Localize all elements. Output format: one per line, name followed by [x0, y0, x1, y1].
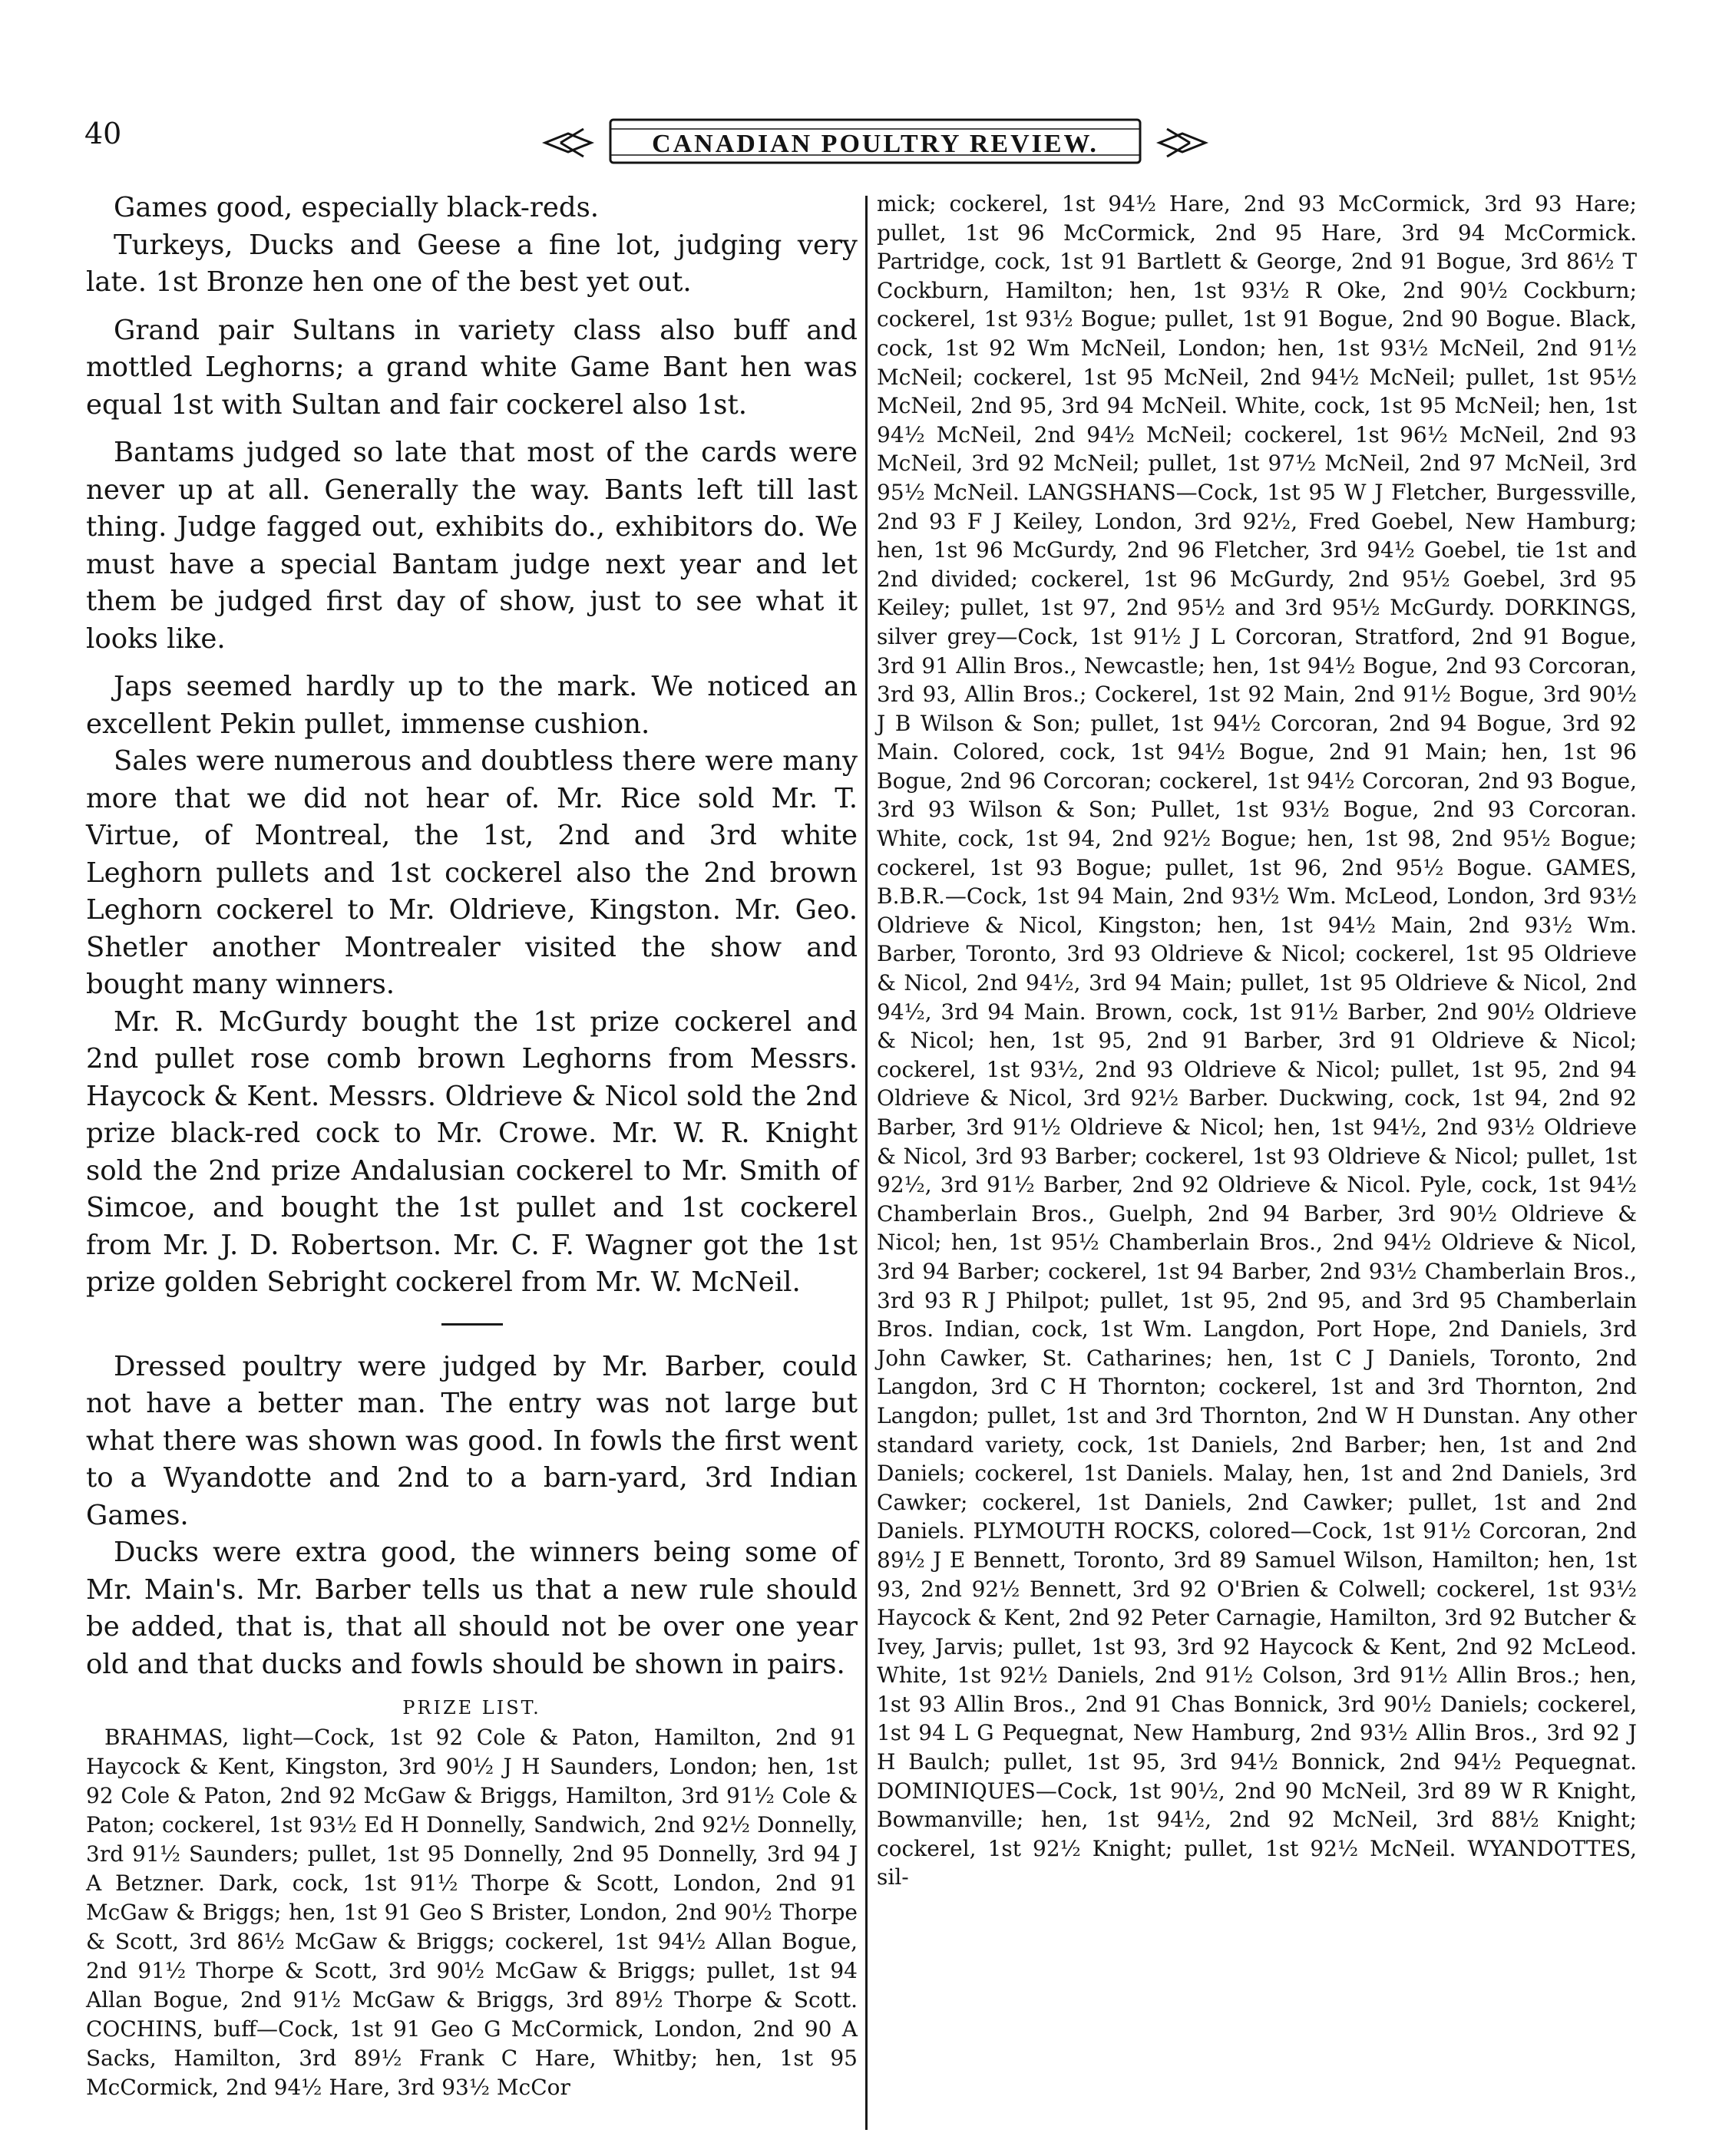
- column-divider: [865, 196, 868, 2130]
- page-number: 40: [84, 117, 122, 150]
- paragraph-sales: Sales were numerous and doubtless there were many more that we did not hear of. Mr. Rice sold Mr. T. Virtue, of Montreal, the 1st, 2nd and 3rd white Leghorn pullets and 1st cockerel also the 2nd brown Leghorn cockerel to Mr. Oldrieve, Kingston. Mr. Geo. Shetler another Montrealer visited the show and bought many winners.: [86, 745, 858, 1000]
- paragraph-dressed-poultry: Dressed poultry were judged by Mr. Barber, could not have a better man. The entry was not large but what there was shown was good. In fowls the first went to a Wyandotte and 2nd to a barn-yard, 3rd Indian Games.: [86, 1350, 858, 1531]
- paragraph-turkeys: Turkeys, Ducks and Geese a fine lot, judging very late. 1st Bronze hen one of the best yet out.: [86, 229, 858, 298]
- prize-list-title: PRIZE LIST.: [402, 1697, 541, 1719]
- page-header: [84, 106, 1612, 175]
- paragraph-games: Games good, especially black-reds.: [114, 192, 600, 223]
- masthead-logo: [537, 106, 1213, 175]
- paragraph-sultans: Grand pair Sultans in variety class also buff and mottled Leghorns; a grand white Game Bant hen was equal 1st with Sultan and fair cockerel also 1st.: [86, 314, 858, 421]
- prize-list-left: BRAHMAS, light—Cock, 1st 92 Cole & Paton, Hamilton, 2nd 91 Haycock & Kent, Kingston, 3rd 90½ J H Saunders, London; hen, 1st 92 Cole & Paton, 2nd 92 McGaw & Briggs, Hamilton, 3rd 91½ Cole & Paton; cockerel, 1st 93½ Ed H Donnelly, Sandwich, 2nd 92½ Donnelly, 3rd 91½ Saunders; pullet, 1st 95 Donnelly, 2nd 95 Donnelly, 3rd 94 J A Betzner. Dark, cock, 1st 91½ Thorpe & Scott, London, 2nd 91 McGaw & Briggs; hen, 1st 91 Geo S Brister, London, 2nd 90½ Thorpe & Scott, 3rd 86½ McGaw & Briggs; cockerel, 1st 94½ Allan Bogue, 2nd 91½ Thorpe & Scott, 3rd 90½ McGaw & Briggs; pullet, 1st 94 Allan Bogue, 2nd 91½ McGaw & Briggs, 3rd 89½ Thorpe & Scott. COCHINS, buff—Cock, 1st 91 Geo G McCormick, London, 2nd 90 A Sacks, Hamilton, 3rd 89½ Frank C Hare, Whitby; hen, 1st 95 McCormick, 2nd 94½ Hare, 3rd 93½ McCor: [86, 1725, 858, 2100]
- prize-list-right: mick; cockerel, 1st 94½ Hare, 2nd 93 McCormick, 3rd 93 Hare; pullet, 1st 96 McCormick, 2nd 95 Hare, 3rd 94 McCormick. Partridge, cock, 1st 91 Bartlett & George, 2nd 91 Bogue, 3rd 86½ T Cockburn, Hamilton; hen, 1st 93½ R Oke, 2nd 90½ Cockburn; cockerel, 1st 93½ Bogue; pullet, 1st 91 Bogue, 2nd 90 Bogue. Black, cock, 1st 92 Wm McNeil, London; hen, 1st 93½ McNeil, 2nd 91½ McNeil; cockerel, 1st 95 McNeil, 2nd 94½ McNeil; pullet, 1st 95½ McNeil, 2nd 95, 3rd 94 McNeil. White, cock, 1st 95 McNeil; hen, 1st 94½ McNeil, 2nd 94½ McNeil; cockerel, 1st 96½ McNeil, 2nd 93 McNeil, 3rd 92 McNeil; pullet, 1st 97½ McNeil, 2nd 97 McNeil, 3rd 95½ McNeil. LANGSHANS—Cock, 1st 95 W J Fletcher, Burgessville, 2nd 93 F J Keiley, London, 3rd 92½, Fred Goebel, New Hamburg; hen, 1st 96 McGurdy, 2nd 96 Fletcher, 3rd 94½ Goebel, tie 1st and 2nd divided; cockerel, 1st 96 McGurdy, 2nd 95½ Goebel, 3rd 95 Keiley; pullet, 1st 97, 2nd 95½ and 3rd 95½ McGurdy. DORKINGS, silver grey—Cock, 1st 91½ J L Corcoran, Stratford, 2nd 91 Bogue, 3rd 91 Allin Bros., Newcastle; hen, 1st 94½ Bogue, 2nd 93 Corcoran, 3rd 93, Allin Bros.; Cockerel, 1st 92 Main, 2nd 91½ Bogue, 3rd 90½ J B Wilson & Son; pullet, 1st 94½ Corcoran, 2nd 94 Bogue, 3rd 92 Main. Colored, cock, 1st 94½ Bogue, 2nd 91 Main; hen, 1st 96 Bogue, 2nd 96 Corcoran; cockerel, 1st 94½ Corcoran, 2nd 93 Bogue, 3rd 93 Wilson & Son; Pullet, 1st 93½ Bogue, 2nd 93 Corcoran. White, cock, 1st 94, 2nd 92½ Bogue; hen, 1st 98, 2nd 95½ Bogue; cockerel, 1st 93 Bogue; pullet, 1st 96, 2nd 95½ Bogue. GAMES, B.B.R.—Cock, 1st 94 Main, 2nd 93½ Wm. McLeod, London, 3rd 93½ Oldrieve & Nicol, Kingston; hen, 1st 94½ Main, 2nd 93½ Wm. Barber, Toronto, 3rd 93 Oldrieve & Nicol; cockerel, 1st 95 Oldrieve & Nicol, 2nd 94½, 3rd 94 Main; pullet, 1st 95 Oldrieve & Nicol, 2nd 94½, 3rd 94 Main. Brown, cock, 1st 91½ Barber, 2nd 90½ Oldrieve & Nicol; hen, 1st 95, 2nd 91 Barber, 3rd 91 Oldrieve & Nicol; cockerel, 1st 93½, 2nd 93 Oldrieve & Nicol; pullet, 1st 95, 2nd 94 Oldrieve & Nicol, 3rd 92½ Barber. Duckwing, cock, 1st 94, 2nd 92 Barber, 3rd 91½ Oldrieve & Nicol; hen, 1st 94½, 2nd 93½ Oldrieve & Nicol, 3rd 93 Barber; cockerel, 1st 93 Oldrieve & Nicol; pullet, 1st 92½, 3rd 91½ Barber, 2nd 92 Oldrieve & Nicol. Pyle, cock, 1st 94½ Chamberlain Bros., Guelph, 2nd 94 Barber, 3rd 90½ Oldrieve & Nicol; hen, 1st 95½ Chamberlain Bros., 2nd 94½ Oldrieve & Nicol, 3rd 94 Barber; cockerel, 1st 94 Barber, 2nd 93½ Chamberlain Bros., 3rd 93 R J Philpot; pullet, 1st 95, 2nd 95, and 3rd 95 Chamberlain Bros. Indian, cock, 1st Wm. Langdon, Port Hope, 2nd Daniels, 3rd John Cawker, St. Catharines; hen, 1st C J Daniels, Toronto, 2nd Langdon, 3rd C H Thornton; cockerel, 1st and 3rd Thornton, 2nd Langdon; pullet, 1st and 3rd Thornton, 2nd W H Dunstan. Any other standard variety, cock, 1st Daniels, 2nd Barber; hen, 1st and 2nd Daniels; cockerel, 1st Daniels. Malay, hen, 1st and 2nd Daniels, 3rd Cawker; cockerel, 1st Daniels, 2nd Cawker; pullet, 1st and 2nd Daniels. PLYMOUTH ROCKS, colored—Cock, 1st 91½ Corcoran, 2nd 89½ J E Bennett, Toronto, 3rd 89 Samuel Wilson, Hamilton; hen, 1st 93, 2nd 92½ Bennett, 3rd 92 O'Brien & Colwell; cockerel, 1st 93½ Haycock & Kent, 2nd 92 Peter Carnagie, Hamilton, 3rd 92 Butcher & Ivey, Jarvis; pullet, 1st 93, 3rd 92 Haycock & Kent, 2nd 92 McLeod. White, 1st 92½ Daniels, 2nd 91½ Colson, 3rd 91½ Allin Bros.; hen, 1st 93 Allin Bros., 2nd 91 Chas Bonnick, 3rd 90½ Daniels; cockerel, 1st 94 L G Pequegnat, New Hamburg, 2nd 93½ Allin Bros., 3rd 92 J H Baulch; pullet, 1st 95, 3rd 94½ Bonnick, 2nd 94½ Pequegnat. DOMINIQUES—Cock, 1st 90½, 2nd 90 McNeil, 3rd 89 W R Knight, Bowmanville; hen, 1st 94½, 2nd 92 McNeil, 3rd 88½ Knight; cockerel, 1st 92½ Knight; pullet, 1st 92½ McNeil. WYANDOTTES, sil-: [877, 191, 1637, 1890]
- left-column: [86, 190, 858, 2102]
- paragraph-japs: Japs seemed hardly up to the mark. We noticed an excellent Pekin pullet, immense cushion.: [86, 671, 858, 740]
- paragraph-bantams: Bantams judged so late that most of the cards were never up at all. Generally the way. Bants left till last thing. Judge fagged out, exhibits do., exhibitors do. We must have a special Bantam judge next year and let them be judged first day of show, just to see what it looks like.: [86, 437, 858, 655]
- section-divider: [441, 1323, 503, 1326]
- paragraph-ducks: Ducks were extra good, the winners being some of Mr. Main's. Mr. Barber tells us that a new rule should be added, that is, that all should not be over one year old and that ducks and fowls should be shown in pairs.: [86, 1537, 858, 1680]
- paragraph-mcgurdy: Mr. R. McGurdy bought the 1st prize cockerel and 2nd pullet rose comb brown Leghorns from Messrs. Haycock & Kent. Messrs. Oldrieve & Nicol sold the 2nd prize black-red cock to Mr. Crowe. Mr. W. R. Knight sold the 2nd prize Andalusian cockerel to Mr. Smith of Simcoe, and bought the 1st pullet and 1st cockerel from Mr. J. D. Robertson. Mr. C. F. Wagner got the 1st prize golden Sebright cockerel from Mr. W. McNeil.: [86, 1005, 858, 1298]
- right-column: [877, 190, 1637, 1892]
- masthead-title: CANADIAN POULTRY REVIEW.: [652, 130, 1099, 158]
